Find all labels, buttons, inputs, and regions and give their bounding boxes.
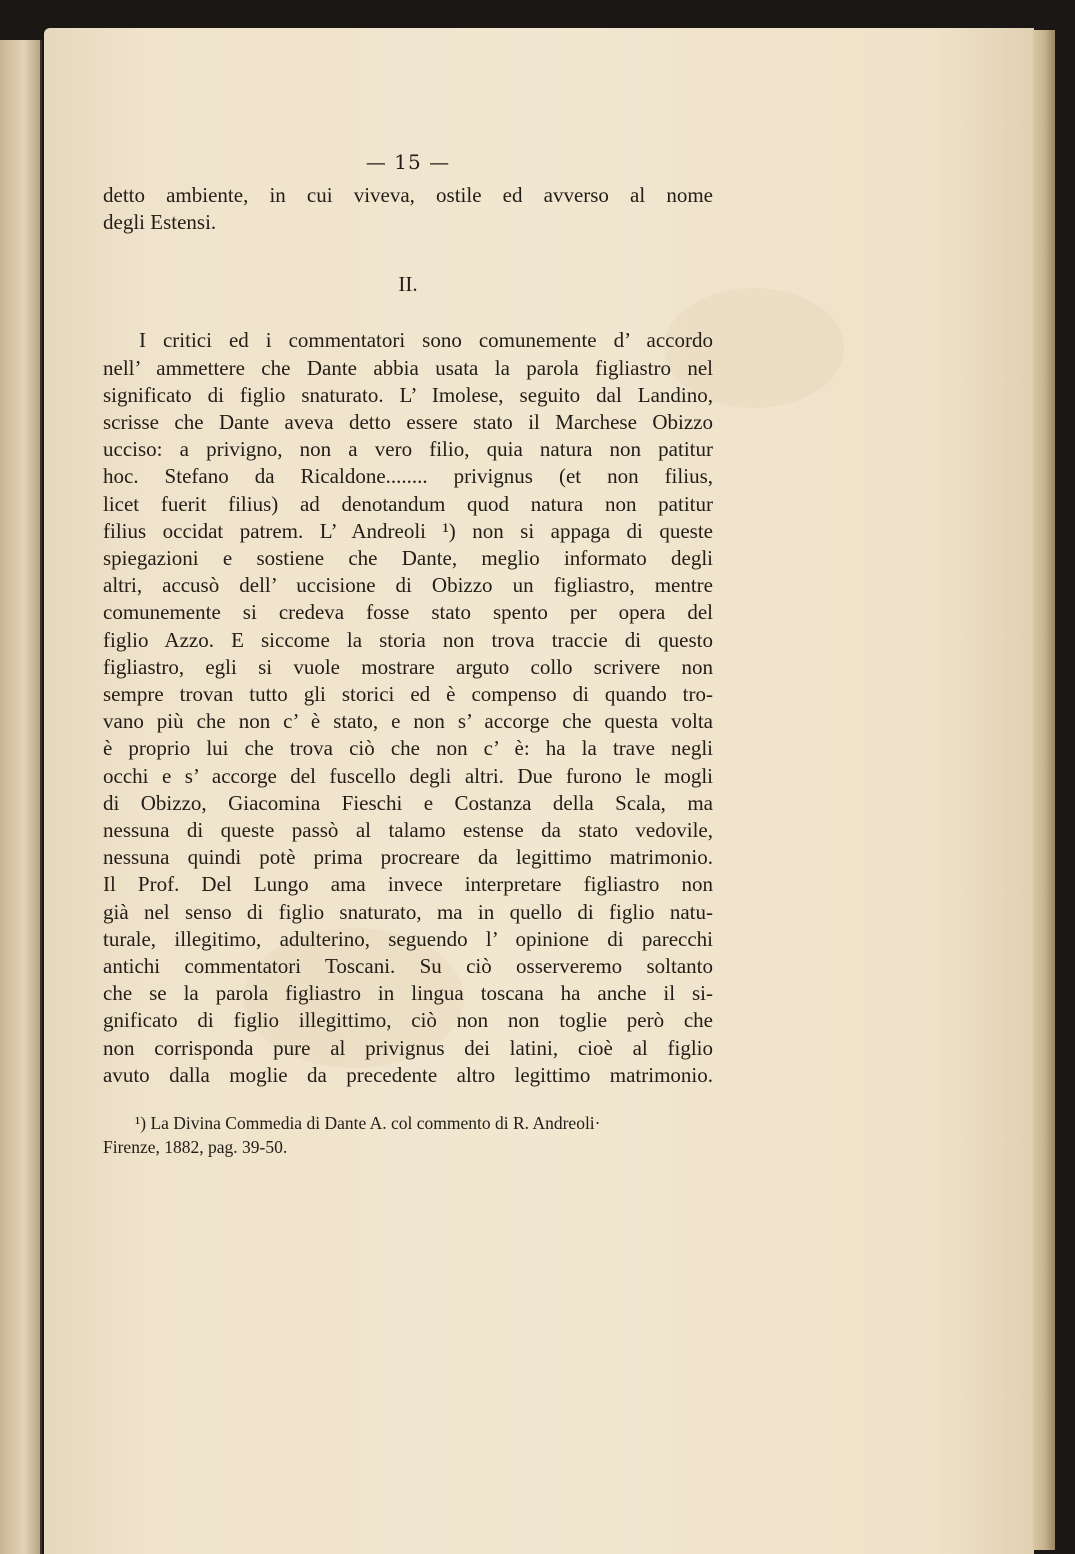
intro-paragraph	[103, 182, 713, 236]
text-line: filius occidat patrem. L’ Andreoli ¹) non si appaga di queste	[103, 518, 713, 543]
text-line: degli Estensi.	[103, 210, 217, 235]
text-line: I critici ed i commentatori sono comunemente d’ accordo	[139, 328, 713, 353]
page-number: — 15 —	[365, 150, 451, 174]
text-line: hoc. Stefano da Ricaldone........ privignus (et non filius,	[103, 464, 713, 489]
text-line: nessuna quindi potè prima procreare da legittimo matrimonio.	[103, 845, 713, 870]
text-line: è proprio lui che trova ciò che non c’ è: ha la trave negli	[103, 736, 713, 761]
text-line: detto ambiente, in cui viveva, ostile ed avverso al nome	[103, 183, 713, 207]
page-stack-edge	[1033, 30, 1055, 1550]
body-paragraph	[103, 327, 713, 1089]
text-line: di Obizzo, Giacomina Fieschi e Costanza della Scala, ma	[103, 790, 713, 815]
footnote-line: ¹) La Divina Commedia di Dante A. col commento di R. Andreoli·	[135, 1113, 601, 1134]
text-line: occhi e s’ accorge del fuscello degli altri. Due furono le mogli	[103, 763, 713, 788]
text-line: altri, accusò dell’ uccisione di Obizzo un figliastro, mentre	[103, 573, 713, 598]
text-line: già nel senso di figlio snaturato, ma in quello di figlio natu-	[103, 899, 713, 924]
text-line: nessuna di queste passò al talamo estense da stato vedovile,	[103, 818, 713, 843]
text-line: Il Prof. Del Lungo ama invece interpretare figliastro non	[103, 872, 713, 897]
text-line: antichi commentatori Toscani. Su ciò osserveremo soltanto	[103, 954, 713, 979]
text-line: figliastro, egli si vuole mostrare arguto collo scrivere non	[103, 654, 713, 679]
text-line: non corrisponda pure al privignus dei latini, cioè al figlio	[103, 1035, 713, 1060]
text-line: licet fuerit filius) ad denotandum quod natura non patitur	[103, 491, 713, 516]
section-heading: II.	[398, 272, 418, 297]
text-line: comunemente si credeva fosse stato spento per opera del	[103, 600, 713, 625]
facing-page-edge	[0, 40, 42, 1554]
text-line: significato di figlio snaturato. L’ Imolese, seguito dal Landino,	[103, 382, 713, 407]
text-line: che se la parola figliastro in lingua toscana ha anche il si-	[103, 981, 713, 1006]
text-line: gnificato di figlio illegittimo, ciò non non toglie però che	[103, 1008, 713, 1033]
page-content	[103, 150, 713, 1159]
text-line: vano più che non c’ è stato, e non s’ accorge che questa volta	[103, 709, 713, 734]
text-line: turale, illegitimo, adulterino, seguendo l’ opinione di parecchi	[103, 926, 713, 951]
footnote	[103, 1111, 713, 1159]
text-line: nell’ ammettere che Dante abbia usata la parola figliastro nel	[103, 355, 713, 380]
text-line: ucciso: a privigno, non a vero filio, quia natura non patitur	[103, 437, 713, 462]
text-line: spiegazioni e sostiene che Dante, meglio informato degli	[103, 546, 713, 571]
footnote-line: Firenze, 1882, pag. 39-50.	[103, 1137, 288, 1158]
text-line: scrisse che Dante aveva detto essere stato il Marchese Obizzo	[103, 410, 713, 435]
text-line: sempre trovan tutto gli storici ed è compenso di quando tro-	[103, 682, 713, 707]
text-line: figlio Azzo. E siccome la storia non trova traccie di questo	[103, 627, 713, 652]
text-line: avuto dalla moglie da precedente altro legittimo matrimonio.	[103, 1062, 713, 1087]
